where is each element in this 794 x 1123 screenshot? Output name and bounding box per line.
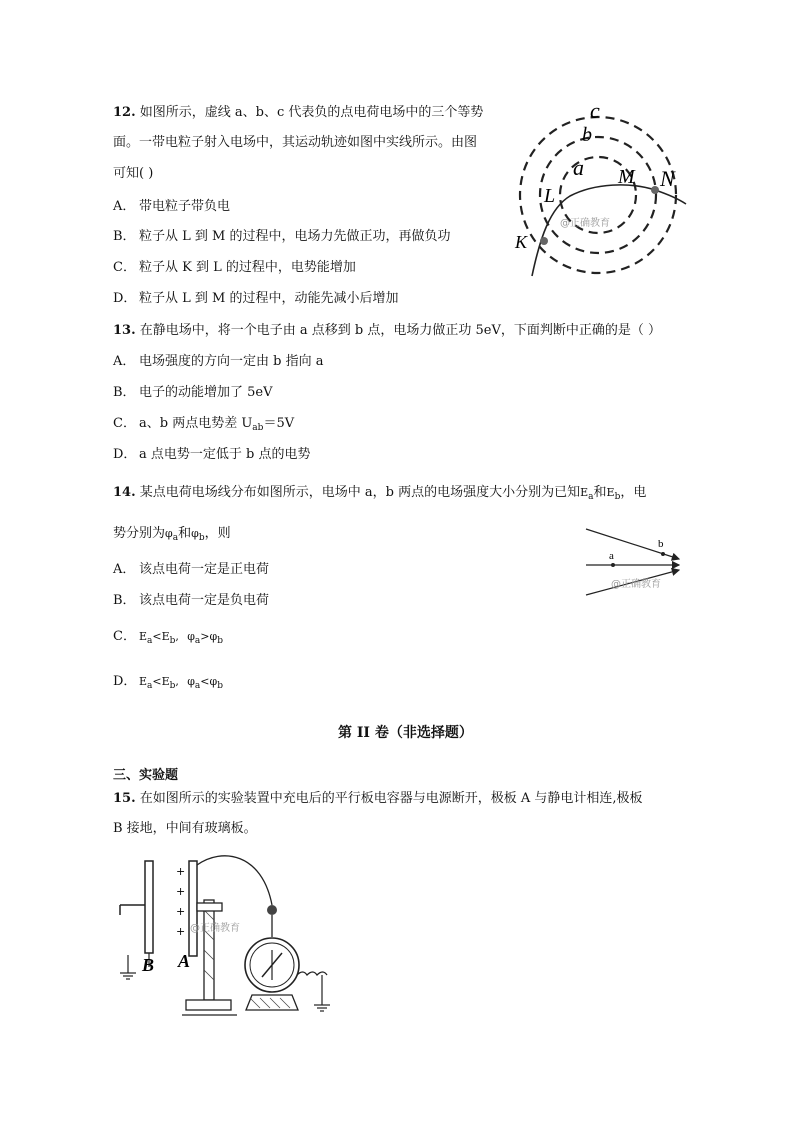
subscript: b [217, 681, 223, 691]
q14-option-b [113, 592, 269, 610]
option-text: 电场强度的方向一定由 b 指向 a [139, 354, 324, 369]
q15-text-1: 在如图所示的实验装置中充电后的平行板电容器与电源断开，极板 A 与静电计相连,极板 [139, 791, 643, 806]
option-text: 带电粒子带负电 [139, 199, 231, 214]
plus-sign: + [176, 865, 186, 878]
q14-text-1: 某点电荷电场线分布如图所示，电场中 a，b 两点的电场强度大小分别为已知 [139, 485, 581, 500]
plus-sign: + [176, 925, 186, 938]
math-phi: φ [209, 675, 218, 688]
label-a: A [178, 951, 191, 971]
field-line-top [586, 529, 679, 559]
q14-option-a [113, 561, 269, 579]
q14-line2 [113, 525, 231, 547]
math-relation: > [200, 630, 210, 643]
q14-figure [583, 525, 683, 597]
subscript: a [147, 636, 153, 646]
plus-sign: + [176, 885, 186, 898]
math-relation: < [152, 675, 162, 688]
q12-line2: 面。一带电粒子射入电场中，其运动轨迹如图中实线所示。由图 [113, 135, 478, 150]
point-b-dot [661, 552, 665, 556]
label-k: K [515, 232, 528, 252]
q15-figure [112, 855, 337, 1025]
point-k-dot [540, 237, 548, 245]
option-text: 粒子从 K 到 L 的过程中，电势能增加 [139, 260, 356, 275]
subscript: a [194, 681, 201, 691]
option-letter: B． [113, 229, 136, 244]
part-three-title: 三、实验题 [113, 768, 179, 783]
option-text: 该点电荷一定是负电荷 [139, 593, 270, 608]
q13-number: 13. [113, 323, 136, 338]
option-letter: D． [113, 447, 137, 462]
subscript: a [194, 636, 201, 646]
q13-option-b [113, 384, 273, 402]
label-b: b [582, 124, 592, 146]
option-text: a 点电势一定低于 b 点的电势 [139, 447, 311, 462]
math-e: E [161, 630, 170, 643]
q13-text: 在静电场中，将一个电子由 a 点移到 b 点，电场力做正功 5eV，下面判断中正确的是（ ） [139, 323, 661, 338]
plate-a [189, 861, 197, 956]
option-letter: A． [113, 562, 136, 577]
math-e: E [161, 675, 170, 688]
q12-option-d [113, 290, 398, 308]
watermark: @正确教育 [611, 579, 661, 590]
math-sep: , [175, 630, 179, 643]
option-letter: C． [113, 260, 136, 275]
q15-line2: B 接地，中间有玻璃板。 [113, 821, 257, 836]
watermark: @正确教育 [560, 218, 610, 229]
connecting-wire [197, 856, 272, 905]
option-text-pre: a、b 两点电势差 U [139, 416, 253, 431]
field-e-a: E [580, 486, 589, 499]
conjunction: 和 [178, 526, 192, 541]
subscript: b [217, 636, 223, 646]
label-c: c [590, 98, 600, 123]
subscript: b [169, 681, 176, 691]
option-letter: D． [113, 674, 137, 689]
potential-phi-a: φ [165, 527, 173, 540]
conjunction: 和 [593, 485, 607, 500]
watermark: @正确教育 [190, 923, 240, 934]
label-a: a [573, 155, 584, 180]
math-relation: < [200, 675, 210, 688]
field-e-b: E [606, 486, 615, 499]
label-m: M [618, 166, 635, 188]
math-phi: φ [209, 630, 218, 643]
q15-line1 [113, 790, 643, 808]
q14-text-2-end: ，则 [204, 526, 231, 541]
option-letter: D． [113, 291, 137, 306]
math-phi: φ [187, 630, 195, 643]
option-letter: A． [113, 354, 136, 369]
point-a-dot [611, 563, 615, 567]
plus-sign: + [176, 905, 186, 918]
subscript: a [147, 681, 153, 691]
ground-coil [297, 972, 327, 975]
option-letter: C． [113, 629, 136, 644]
q14-option-d [113, 673, 223, 695]
q12-figure [510, 98, 690, 283]
option-text: 粒子从 L 到 M 的过程中，电场力先做正功，再做负功 [139, 229, 451, 244]
option-subscript: ab [252, 423, 264, 433]
q12-number: 12. [113, 105, 136, 120]
q12-option-c [113, 259, 356, 277]
q13-option-c [113, 415, 294, 437]
q12-text-1: 如图所示，虚线 a、b、c 代表负的点电荷电场中的三个等势 [139, 105, 484, 120]
label-l: L [544, 185, 556, 207]
math-e: E [139, 675, 148, 688]
q14-text-1-end: ，电 [620, 485, 647, 500]
q14-line1 [113, 484, 646, 506]
subscript-b: b [198, 533, 205, 543]
subscript-b: b [614, 492, 621, 502]
label-n: N [660, 166, 675, 191]
point-n-dot [651, 186, 659, 194]
q13-option-d [113, 446, 310, 464]
option-text-post: ＝5V [263, 416, 295, 431]
label-b: b [658, 538, 664, 550]
q13-stem [113, 322, 661, 340]
q14-text-2: 势分别为 [113, 526, 166, 541]
math-sep: , [175, 675, 179, 688]
label-a: a [609, 550, 614, 562]
potential-phi-b: φ [191, 527, 199, 540]
q13-option-a [113, 353, 323, 371]
math-relation: < [152, 630, 162, 643]
electroscope-knob [267, 905, 277, 915]
subscript-a: a [172, 533, 179, 543]
section-ii-title: 第 II 卷（非选择题） [338, 725, 473, 741]
math-phi: φ [187, 675, 195, 688]
subscript: b [169, 636, 176, 646]
option-letter: A． [113, 199, 136, 214]
label-b: B [142, 955, 155, 975]
plate-b [145, 861, 153, 953]
q12-line3: 可知( ) [113, 166, 154, 181]
q12-line1 [113, 104, 483, 122]
q15-number: 15. [113, 791, 136, 806]
option-letter: B． [113, 593, 136, 608]
option-letter: C． [113, 416, 136, 431]
option-text: 该点电荷一定是正电荷 [139, 562, 270, 577]
stand-base [186, 1000, 231, 1010]
q12-option-b [113, 228, 450, 246]
q12-option-a [113, 198, 230, 216]
q14-number: 14. [113, 485, 136, 500]
equipotential-b [540, 137, 656, 253]
subscript-a: a [588, 492, 594, 502]
option-letter: B． [113, 385, 136, 400]
math-e: E [139, 630, 148, 643]
q14-option-c [113, 628, 223, 650]
option-text: 粒子从 L 到 M 的过程中，动能先减小后增加 [139, 291, 399, 306]
option-text: 电子的动能增加了 5eV [139, 385, 273, 400]
